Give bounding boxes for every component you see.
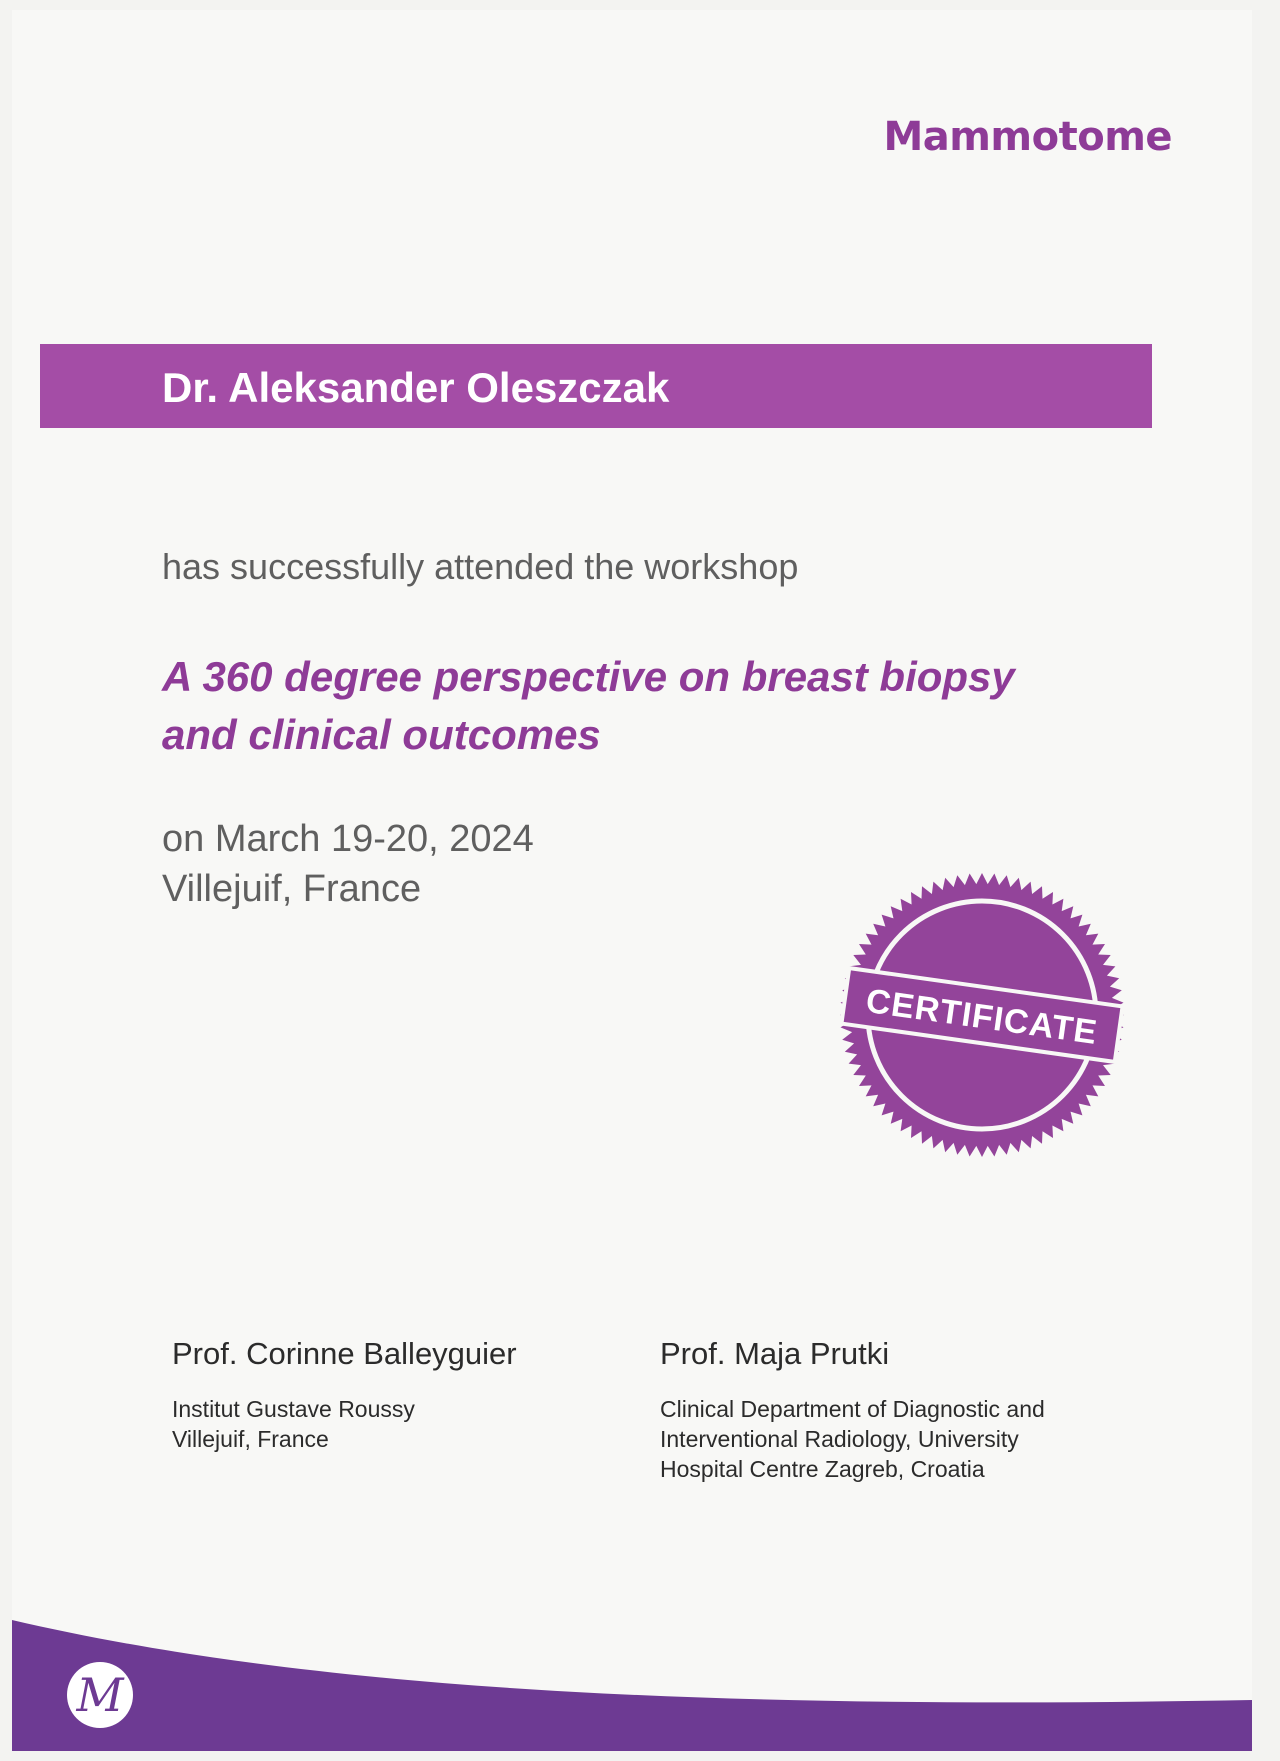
certificate-sheet [12, 10, 1252, 1751]
signatory-right-affiliation-line: Interventional Radiology, University [660, 1426, 1019, 1452]
brand-wordmark: Mammotome [883, 114, 1172, 160]
certificate-seal [832, 865, 1132, 1165]
signatory-left-affiliation-line: Institut Gustave Roussy [172, 1396, 415, 1422]
seal-label: CERTIFICATE [863, 981, 1100, 1053]
signatory-left-affiliation-line: Villejuif, France [172, 1426, 329, 1452]
footer-wave [12, 1580, 1252, 1751]
signatory-right [660, 1336, 1120, 1484]
workshop-location: Villejuif, France [162, 868, 422, 910]
workshop-title [162, 648, 1162, 764]
signatory-left [172, 1336, 517, 1454]
mammotome-logo-icon [67, 1662, 133, 1728]
signatory-right-affiliation-line: Hospital Centre Zagreb, Croatia [660, 1456, 985, 1482]
recipient-name: Dr. Aleksander Oleszczak [162, 364, 670, 411]
attended-statement: has successfully attended the workshop [162, 546, 799, 587]
signatory-right-name: Prof. Maja Prutki [660, 1336, 890, 1371]
signatory-right-affiliation-line: Clinical Department of Diagnostic and [660, 1396, 1045, 1422]
workshop-title-line-1: A 360 degree perspective on breast biopsy [162, 653, 1015, 700]
svg-text:M: M [76, 1668, 124, 1722]
signatory-left-name: Prof. Corinne Balleyguier [172, 1336, 517, 1371]
workshop-date: on March 19-20, 2024 [162, 818, 534, 860]
workshop-title-line-2: and clinical outcomes [162, 711, 601, 758]
